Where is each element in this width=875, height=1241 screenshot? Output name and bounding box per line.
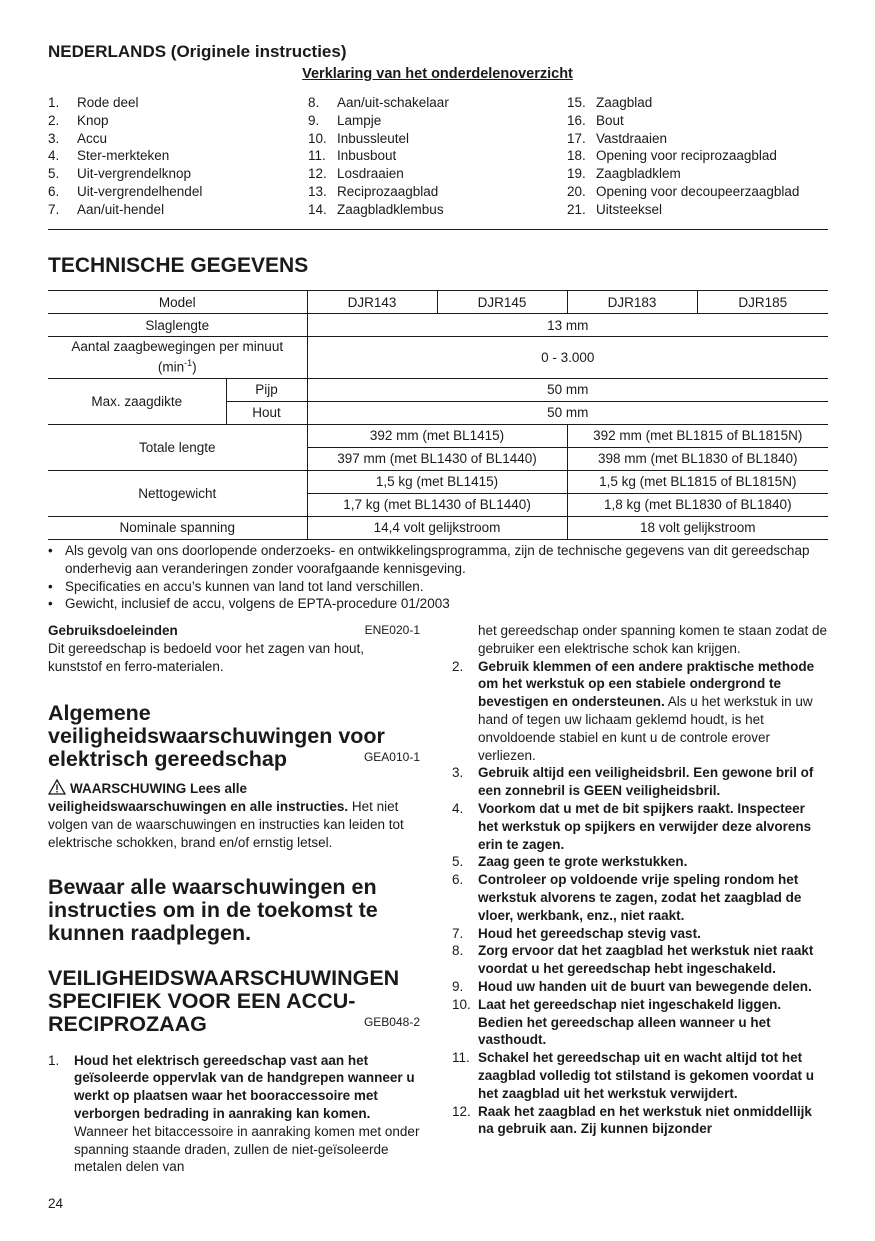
tech-title: TECHNISCHE GEGEVENS xyxy=(48,254,309,277)
safety-item: 2. Gebruik klemmen of een andere praktische methode om het werkstuk op een stabiele ondergrond te bevestigen en ondersteunen. Als u het werkstuk in uw hand of tegen uw lichaam geklemd houdt, is het onvoldoende stabiel en kunt u de controle erover verliezen. xyxy=(452,658,815,763)
note-item: • Gewicht, inclusief de accu, volgens de EPTA-procedure 01/2003 xyxy=(48,596,450,612)
length-label: Totale lengte xyxy=(48,424,307,470)
general-safety-heading xyxy=(48,702,420,771)
length-cell: 392 mm (met BL1415) xyxy=(307,424,567,447)
pipe-value: 50 mm xyxy=(307,378,828,401)
specific-safety-heading xyxy=(48,967,420,1036)
list-item: 14. Zaagbladklembus xyxy=(308,201,444,217)
weight-cell: 1,5 kg (met BL1415) xyxy=(307,470,567,493)
length-cell: 392 mm (met BL1815 of BL1815N) xyxy=(567,424,828,447)
parts-column-1 xyxy=(48,94,202,219)
weight-cell: 1,7 kg (met BL1430 of BL1440) xyxy=(307,493,567,516)
warning-paragraph: WAARSCHUWING Lees alle veiligheidswaarschuwingen en alle instructies. Het niet volgen van de waarschuwingen en instructies kan leiden tot elektrische schokken, brand en/of ernstig letsel. xyxy=(48,781,404,850)
specific-safety-code: GEB048-2 xyxy=(363,1014,420,1029)
wood-value: 50 mm xyxy=(307,401,828,424)
model-cell: DJR143 xyxy=(307,291,437,314)
table-row xyxy=(48,378,828,401)
spm-value: 0 - 3.000 xyxy=(307,337,828,379)
model-label: Model xyxy=(48,291,307,314)
parts-column-2 xyxy=(308,94,449,219)
model-cell: DJR185 xyxy=(697,291,828,314)
warning-triangle-icon xyxy=(48,779,66,795)
list-item: 12. Losdraaien xyxy=(308,166,404,182)
list-item: 16. Bout xyxy=(567,112,624,128)
list-item: 18. Opening voor reciprozaagblad xyxy=(567,148,777,164)
note-item: • Als gevolg van ons doorlopende onderzoeks- en ontwikkelingsprogramma, zijn de technische gegevens van dit gereedschap onderhevig aan veranderingen zonder voorafgaande kennisgeving. xyxy=(48,543,810,576)
model-cell: DJR183 xyxy=(567,291,697,314)
safety-item-continued: het gereedschap onder spanning komen te staan zodat de gebruiker een elektrische schok kan krijgen. xyxy=(478,623,828,656)
weight-cell: 1,5 kg (met BL1815 of BL1815N) xyxy=(567,470,828,493)
safety-item: 7. Houd het gereedschap stevig vast. xyxy=(452,925,701,941)
list-item: 1. Rode deel xyxy=(48,95,139,110)
safety-item: 5. Zaag geen te grote werkstukken. xyxy=(452,854,688,870)
usage-header xyxy=(48,622,420,640)
list-item: 10. Inbussleutel xyxy=(308,130,410,146)
list-item: 17. Vastdraaien xyxy=(567,130,668,146)
table-row xyxy=(48,516,828,539)
list-item: 4. Ster-merkteken xyxy=(48,148,170,164)
list-item: 15. Zaagblad xyxy=(567,95,653,110)
stroke-value: 13 mm xyxy=(307,314,828,337)
safety-item: 9. Houd uw handen uit de buurt van bewegende delen. xyxy=(452,978,812,994)
general-safety-code: GEA010-1 xyxy=(363,750,420,765)
length-cell: 398 mm (met BL1830 of BL1840) xyxy=(567,447,828,470)
pipe-label: Pijp xyxy=(226,378,307,401)
list-item: 8. Aan/uit-schakelaar xyxy=(308,95,449,110)
spec-table xyxy=(48,290,828,540)
voltage-label: Nominale spanning xyxy=(48,516,307,539)
voltage-cell: 14,4 volt gelijkstroom xyxy=(307,516,567,539)
safety-item: 3. Gebruik altijd een veiligheidsbril. Een gewone bril of een zonnebril is GEEN veiligheidsbril. xyxy=(452,765,814,799)
list-item: 21. Uitsteeksel xyxy=(567,201,663,217)
safety-item: 10. Laat het gereedschap niet ingeschakeld liggen. Bedien het gereedschap alleen wanneer u het vasthoudt. xyxy=(452,996,782,1048)
safety-item: 4. Voorkom dat u met de bit spijkers raakt. Inspecteer het werkstuk op spijkers en verwijder deze alvorens erin te zagen. xyxy=(452,800,812,852)
spec-notes xyxy=(48,542,838,613)
parts-title: Verklaring van het onderdelenoverzicht xyxy=(302,66,573,82)
stroke-label: Slaglengte xyxy=(48,314,307,337)
weight-label: Nettogewicht xyxy=(48,470,307,516)
table-row xyxy=(48,424,828,447)
spm-label: Aantal zaagbewegingen per minuut $(\min^{-1})$ xyxy=(48,337,307,379)
safety-item: 12. Raak het zaagblad en het werkstuk niet onmiddellijk na gebruik aan. Zij kunnen bijzonder xyxy=(452,1103,812,1137)
list-item: 2. Knop xyxy=(48,112,109,128)
list-item: 20. Opening voor decoupeerzaagblad xyxy=(567,183,800,199)
page-number: 24 xyxy=(48,1196,64,1211)
section-divider xyxy=(48,229,828,230)
length-cell: 397 mm (met BL1430 of BL1440) xyxy=(307,447,567,470)
safety-item: 8. Zorg ervoor dat het zaagblad het werkstuk niet raakt voordat u het gereedschap hebt ingeschakeld. xyxy=(452,943,814,977)
safety-item: 1. Houd het elektrisch gereedschap vast aan het geïsoleerde oppervlak van de handgrepen wanneer u werkt op plaatsen waar het booraccessoire met verborgen bedrading in aanraking kan komen. Wanneer het bitaccessoire in aanraking komen met onder spanning staande draden, zullen de niet-geïsoleerde metalen delen van xyxy=(48,1052,420,1175)
usage-text: Dit gereedschap is bedoeld voor het zagen van hout, kunststof en ferro-materialen. xyxy=(48,640,364,674)
list-item: 3. Accu xyxy=(48,130,108,146)
list-item: 19. Zaagbladklem xyxy=(567,166,681,182)
usage-title: Gebruiksdoeleinden xyxy=(48,623,178,638)
wood-label: Hout xyxy=(226,401,307,424)
language-title: NEDERLANDS (Originele instructies) xyxy=(48,42,347,61)
max-cut-label: Max. zaagdikte xyxy=(48,378,226,424)
specific-safety-title: VEILIGHEIDSWAARSCHUWINGEN SPECIFIEK VOOR EEN ACCU-RECIPROZAAG xyxy=(48,965,400,1036)
right-column xyxy=(452,622,828,1138)
parts-column-3 xyxy=(567,94,799,219)
table-row xyxy=(48,291,828,314)
model-cell: DJR145 xyxy=(437,291,567,314)
keep-instructions-title: Bewaar alle waarschuwingen en instructies om in de toekomst te kunnen raadplegen. xyxy=(48,874,378,945)
list-item: 6. Uit-vergrendelhendel xyxy=(48,183,203,199)
table-row xyxy=(48,314,828,337)
table-row xyxy=(48,337,828,379)
voltage-cell: 18 volt gelijkstroom xyxy=(567,516,828,539)
list-item: 13. Reciprozaagblad xyxy=(308,183,439,199)
weight-cell: 1,8 kg (met BL1830 of BL1840) xyxy=(567,493,828,516)
safety-item: 6. Controleer op voldoende vrije speling rondom het werkstuk alvorens te zagen, zodat het zaagblad de vloer, werkbank, enz., niet raakt. xyxy=(452,872,802,923)
list-item: 7. Aan/uit-hendel xyxy=(48,201,165,217)
general-safety-title: Algemene veiligheidswaarschuwingen voor elektrisch gereedschap xyxy=(48,701,385,772)
table-row xyxy=(48,470,828,493)
usage-code: ENE020-1 xyxy=(364,623,420,637)
left-column xyxy=(48,622,420,1176)
list-item: 5. Uit-vergrendelknop xyxy=(48,166,192,182)
safety-item: 11. Schakel het gereedschap uit en wacht altijd tot het zaagblad volledig tot stilstand is gekomen voordat u het zaagblad uit het werkstuk verwijdert. xyxy=(452,1050,815,1101)
list-item: 11. Inbusbout xyxy=(308,148,397,164)
list-item: 9. Lampje xyxy=(308,112,382,128)
note-item: • Specificaties en accu’s kunnen van land tot land verschillen. xyxy=(48,578,424,594)
